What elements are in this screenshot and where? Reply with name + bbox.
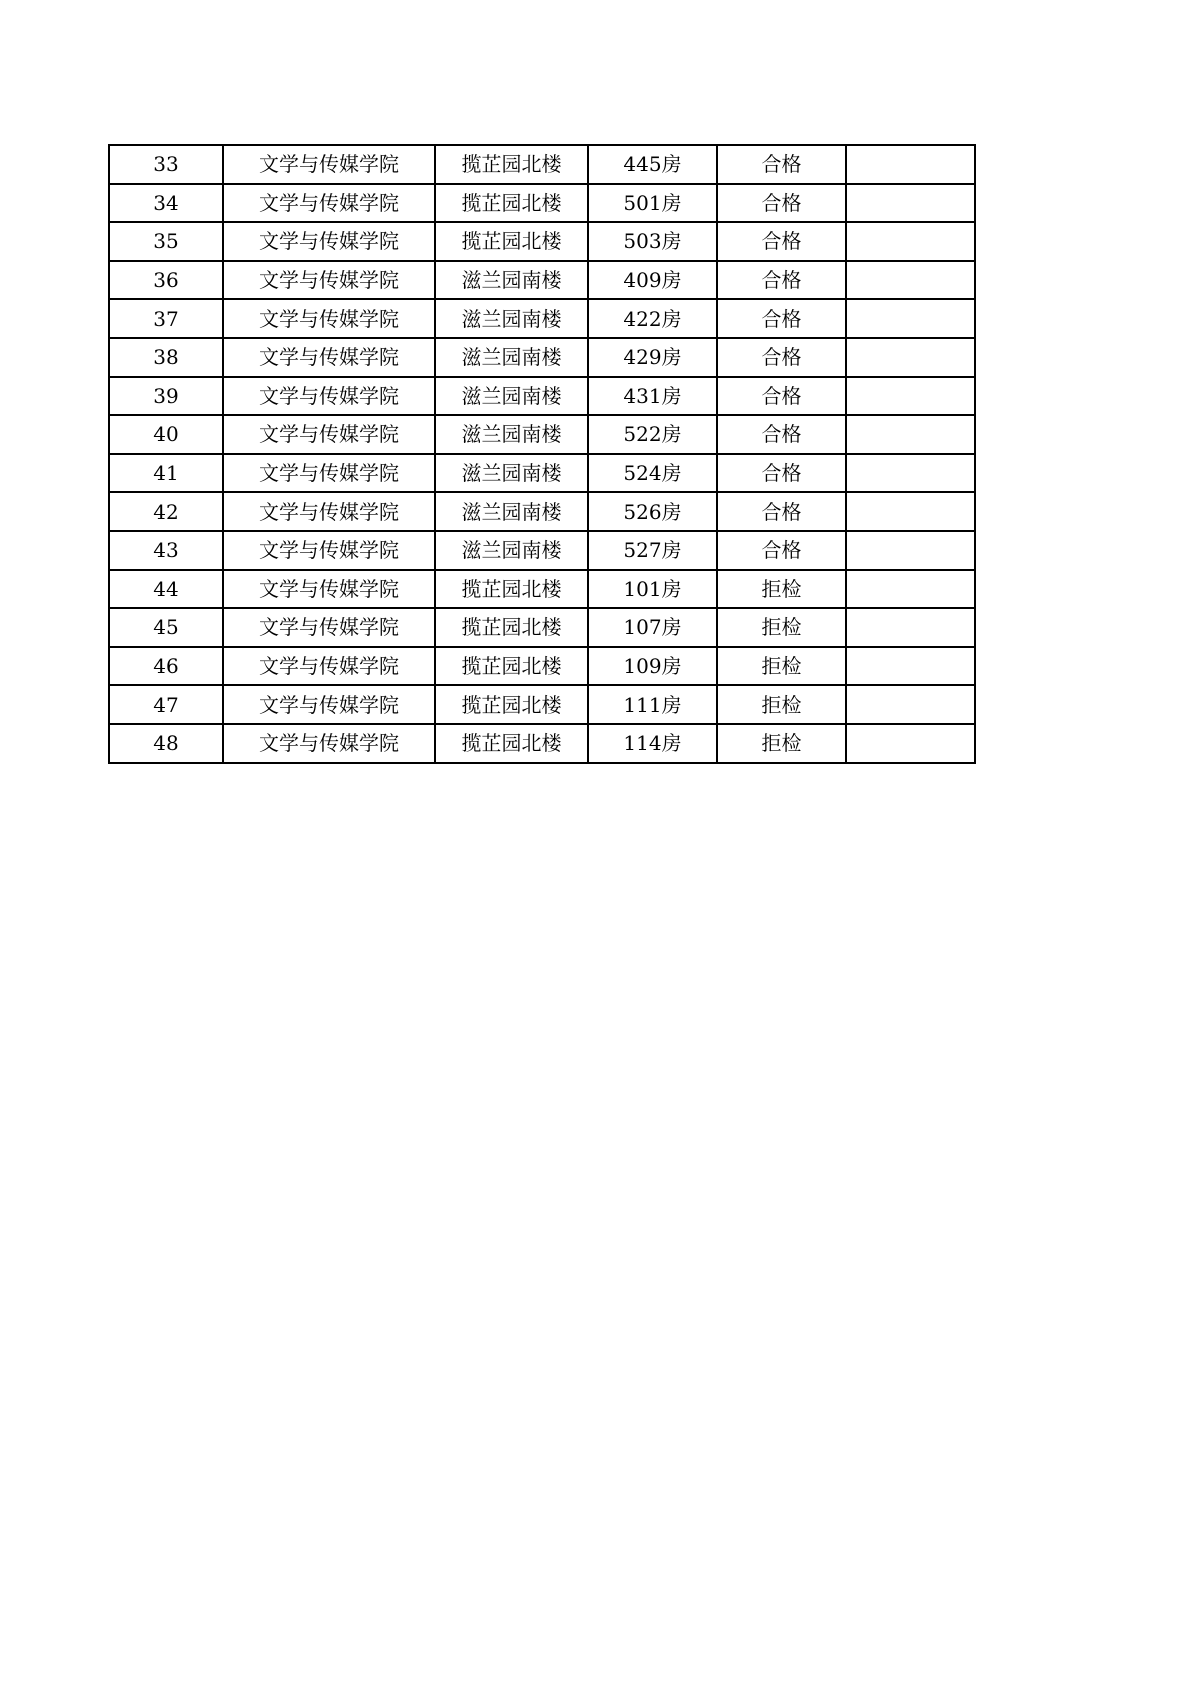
cell-note	[846, 184, 975, 223]
cell-college: 文学与传媒学院	[223, 492, 435, 531]
cell-note	[846, 377, 975, 416]
cell-note	[846, 608, 975, 647]
table-row	[109, 338, 975, 377]
cell-number: 33	[109, 145, 223, 184]
cell-college: 文学与传媒学院	[223, 454, 435, 493]
cell-note	[846, 492, 975, 531]
table-row	[109, 377, 975, 416]
table-body	[109, 145, 975, 763]
cell-result: 拒检	[717, 685, 846, 724]
cell-result: 合格	[717, 222, 846, 261]
cell-result: 拒检	[717, 647, 846, 686]
cell-number: 36	[109, 261, 223, 300]
cell-room: 501房	[588, 184, 717, 223]
cell-number: 46	[109, 647, 223, 686]
cell-result: 合格	[717, 531, 846, 570]
cell-note	[846, 299, 975, 338]
cell-building: 揽芷园北楼	[435, 145, 588, 184]
cell-building: 揽芷园北楼	[435, 647, 588, 686]
cell-number: 42	[109, 492, 223, 531]
cell-room: 445房	[588, 145, 717, 184]
cell-number: 35	[109, 222, 223, 261]
cell-number: 43	[109, 531, 223, 570]
cell-number: 38	[109, 338, 223, 377]
cell-note	[846, 145, 975, 184]
cell-room: 101房	[588, 570, 717, 609]
cell-room: 503房	[588, 222, 717, 261]
cell-building: 滋兰园南楼	[435, 261, 588, 300]
cell-building: 揽芷园北楼	[435, 222, 588, 261]
cell-room: 114房	[588, 724, 717, 763]
table-row	[109, 531, 975, 570]
table-row	[109, 222, 975, 261]
cell-room: 107房	[588, 608, 717, 647]
cell-room: 526房	[588, 492, 717, 531]
cell-college: 文学与传媒学院	[223, 299, 435, 338]
table-row	[109, 299, 975, 338]
cell-number: 47	[109, 685, 223, 724]
cell-room: 522房	[588, 415, 717, 454]
cell-building: 揽芷园北楼	[435, 685, 588, 724]
cell-college: 文学与传媒学院	[223, 261, 435, 300]
cell-room: 111房	[588, 685, 717, 724]
table-row	[109, 454, 975, 493]
table-row	[109, 724, 975, 763]
cell-note	[846, 724, 975, 763]
cell-result: 合格	[717, 492, 846, 531]
cell-building: 滋兰园南楼	[435, 531, 588, 570]
cell-note	[846, 454, 975, 493]
table-row	[109, 685, 975, 724]
cell-number: 34	[109, 184, 223, 223]
cell-building: 滋兰园南楼	[435, 415, 588, 454]
cell-college: 文学与传媒学院	[223, 647, 435, 686]
cell-college: 文学与传媒学院	[223, 377, 435, 416]
cell-result: 合格	[717, 145, 846, 184]
cell-result: 合格	[717, 184, 846, 223]
cell-room: 409房	[588, 261, 717, 300]
cell-college: 文学与传媒学院	[223, 570, 435, 609]
cell-building: 滋兰园南楼	[435, 338, 588, 377]
cell-result: 拒检	[717, 724, 846, 763]
cell-number: 40	[109, 415, 223, 454]
cell-college: 文学与传媒学院	[223, 184, 435, 223]
cell-note	[846, 685, 975, 724]
cell-room: 431房	[588, 377, 717, 416]
cell-number: 41	[109, 454, 223, 493]
table-row	[109, 647, 975, 686]
cell-room: 429房	[588, 338, 717, 377]
cell-building: 揽芷园北楼	[435, 570, 588, 609]
cell-note	[846, 222, 975, 261]
cell-result: 合格	[717, 377, 846, 416]
cell-room: 422房	[588, 299, 717, 338]
cell-result: 合格	[717, 261, 846, 300]
cell-note	[846, 570, 975, 609]
cell-college: 文学与传媒学院	[223, 222, 435, 261]
table-row	[109, 570, 975, 609]
cell-note	[846, 415, 975, 454]
cell-building: 揽芷园北楼	[435, 608, 588, 647]
table-row	[109, 184, 975, 223]
cell-room: 524房	[588, 454, 717, 493]
table-row	[109, 492, 975, 531]
cell-college: 文学与传媒学院	[223, 415, 435, 454]
cell-room: 109房	[588, 647, 717, 686]
cell-building: 滋兰园南楼	[435, 299, 588, 338]
cell-building: 滋兰园南楼	[435, 492, 588, 531]
cell-number: 37	[109, 299, 223, 338]
cell-college: 文学与传媒学院	[223, 608, 435, 647]
cell-note	[846, 531, 975, 570]
cell-room: 527房	[588, 531, 717, 570]
table-row	[109, 145, 975, 184]
cell-result: 合格	[717, 299, 846, 338]
table-row	[109, 261, 975, 300]
cell-result: 合格	[717, 338, 846, 377]
cell-number: 44	[109, 570, 223, 609]
cell-result: 合格	[717, 454, 846, 493]
cell-college: 文学与传媒学院	[223, 338, 435, 377]
cell-building: 滋兰园南楼	[435, 377, 588, 416]
cell-college: 文学与传媒学院	[223, 145, 435, 184]
cell-result: 拒检	[717, 570, 846, 609]
cell-note	[846, 261, 975, 300]
cell-building: 揽芷园北楼	[435, 724, 588, 763]
cell-college: 文学与传媒学院	[223, 531, 435, 570]
cell-number: 39	[109, 377, 223, 416]
cell-building: 滋兰园南楼	[435, 454, 588, 493]
cell-result: 拒检	[717, 608, 846, 647]
cell-college: 文学与传媒学院	[223, 685, 435, 724]
inspection-table	[108, 144, 976, 764]
cell-result: 合格	[717, 415, 846, 454]
cell-note	[846, 338, 975, 377]
cell-building: 揽芷园北楼	[435, 184, 588, 223]
cell-note	[846, 647, 975, 686]
cell-number: 48	[109, 724, 223, 763]
cell-number: 45	[109, 608, 223, 647]
table-row	[109, 415, 975, 454]
table-row	[109, 608, 975, 647]
cell-college: 文学与传媒学院	[223, 724, 435, 763]
